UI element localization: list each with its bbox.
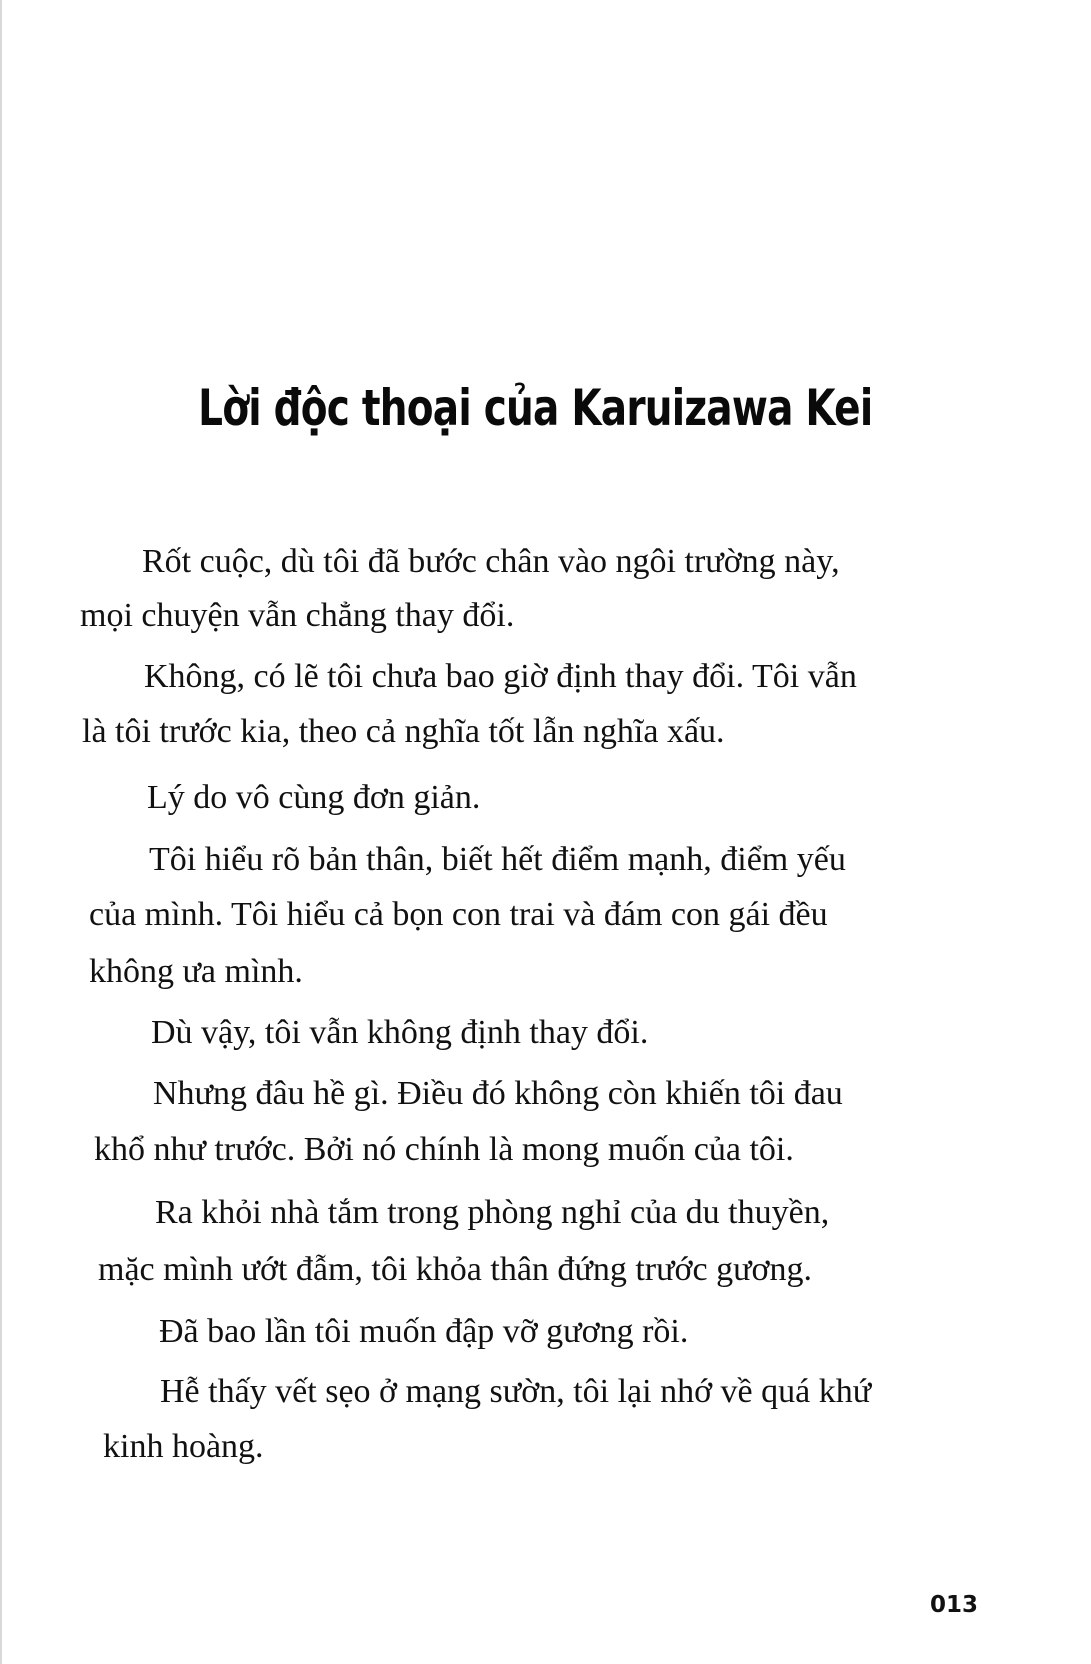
- paragraph-line: Không, có lẽ tôi chưa bao giờ định thay đổi. Tôi vẫn: [144, 658, 857, 695]
- page-number: 013: [930, 1592, 979, 1618]
- paragraph-line: Dù vậy, tôi vẫn không định thay đổi.: [151, 1014, 649, 1051]
- paragraph-line: kinh hoàng.: [103, 1428, 264, 1465]
- paragraph-line: Ra khỏi nhà tắm trong phòng nghỉ của du thuyền,: [155, 1194, 830, 1231]
- chapter-title: Lời độc thoại của Karuizawa Kei: [198, 379, 873, 437]
- paragraph-line: là tôi trước kia, theo cả nghĩa tốt lẫn nghĩa xấu.: [82, 713, 725, 750]
- paragraph-line: Lý do vô cùng đơn giản.: [147, 779, 481, 816]
- paragraph-line: Hễ thấy vết sẹo ở mạng sườn, tôi lại nhớ về quá khứ: [160, 1373, 872, 1410]
- paragraph-line: khổ như trước. Bởi nó chính là mong muốn của tôi.: [94, 1131, 794, 1168]
- paragraph-line: Đã bao lần tôi muốn đập vỡ gương rồi.: [159, 1313, 689, 1350]
- paragraph-line: mặc mình ướt đẫm, tôi khỏa thân đứng trước gương.: [98, 1251, 813, 1288]
- paragraph-line: Nhưng đâu hề gì. Điều đó không còn khiến tôi đau: [153, 1075, 843, 1112]
- paragraph-line: không ưa mình.: [89, 953, 303, 990]
- paragraph-line: của mình. Tôi hiểu cả bọn con trai và đám con gái đều: [89, 896, 828, 933]
- paragraph-line: Rốt cuộc, dù tôi đã bước chân vào ngôi trường này,: [142, 543, 840, 580]
- paragraph-line: Tôi hiểu rõ bản thân, biết hết điểm mạnh, điểm yếu: [149, 841, 846, 878]
- paragraph-line: mọi chuyện vẫn chẳng thay đổi.: [80, 597, 515, 634]
